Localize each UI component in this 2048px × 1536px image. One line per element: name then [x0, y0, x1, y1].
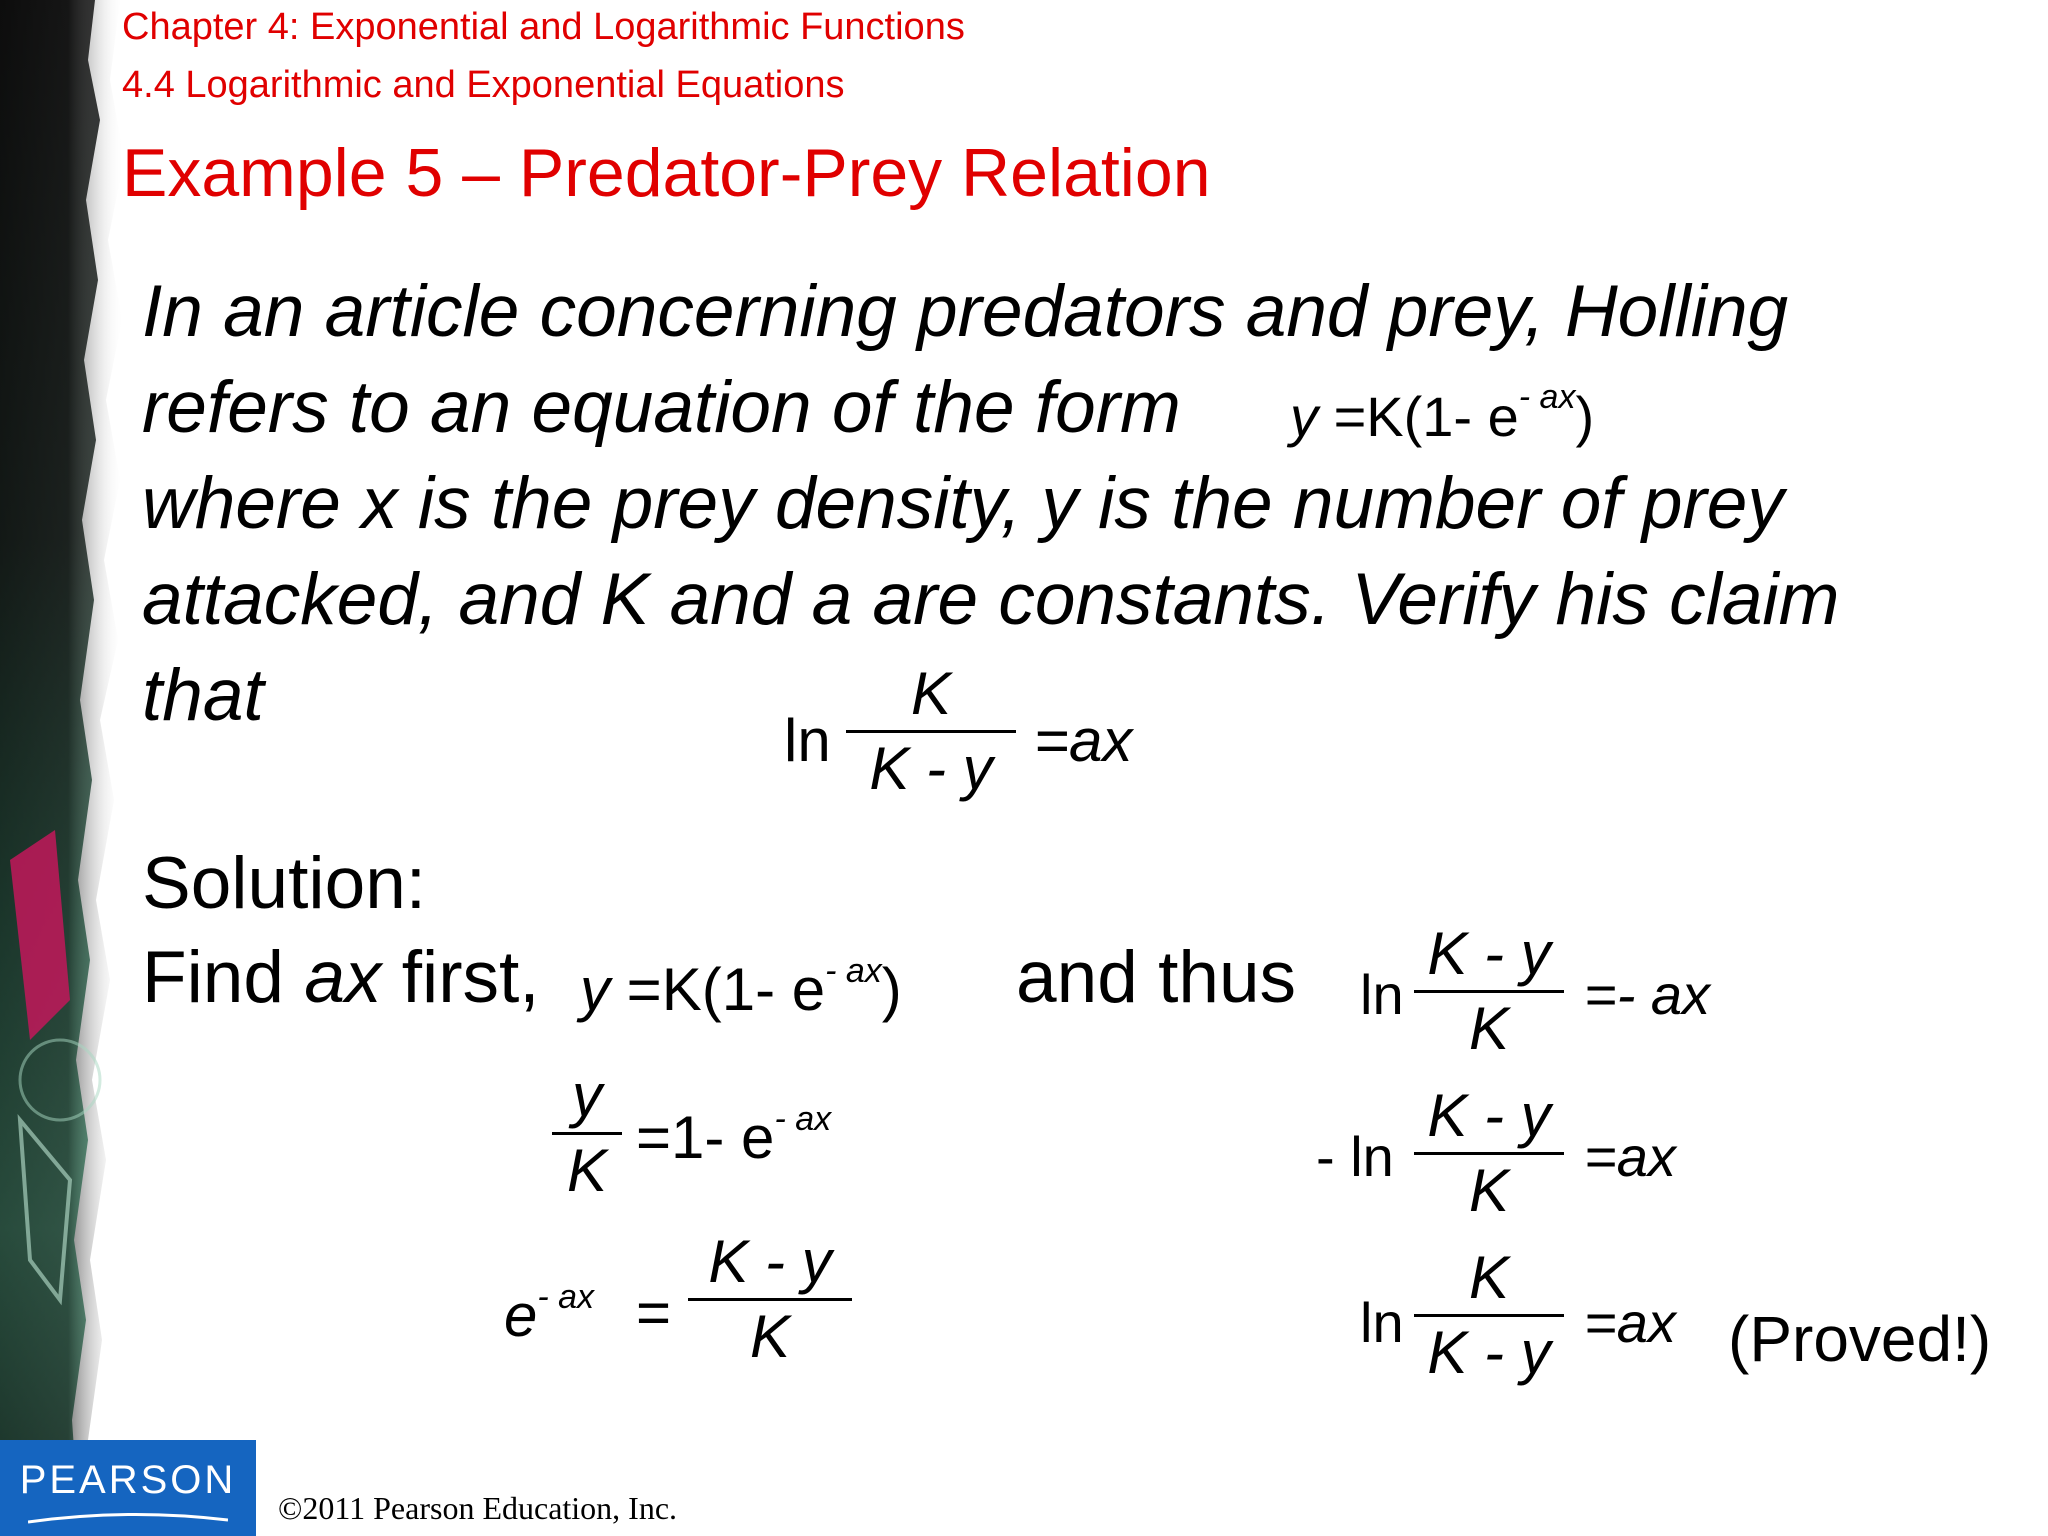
step2-numerator: K - y [708, 1228, 832, 1295]
step2-exponent: - ax [537, 1278, 595, 1316]
pearson-logo-text: PEARSON [19, 1458, 237, 1502]
claim-ln: ln [784, 707, 831, 774]
sol-y: y [580, 956, 610, 1023]
step4-fraction [1414, 1082, 1564, 1224]
step2-lhs [504, 1278, 594, 1350]
step4-numerator: K - y [1427, 1082, 1551, 1149]
step3-rhs: =- ax [1584, 963, 1711, 1026]
proved-label: (Proved!) [1728, 1303, 1992, 1375]
step5-ln: ln [1360, 1291, 1404, 1354]
step1-numerator: y [572, 1062, 602, 1129]
solution-label: Solution: [142, 843, 427, 924]
step5-fraction [1414, 1244, 1564, 1386]
solution-find-line [142, 936, 540, 1019]
eq-body: =K(1- e [1333, 385, 1519, 448]
sol-exponent: - ax [825, 952, 882, 990]
solution-equation [580, 952, 902, 1024]
claim-fraction [846, 660, 1016, 802]
copyright-notice [278, 1490, 677, 1527]
find-ax: ax [304, 937, 382, 1018]
problem-line-5: that [142, 655, 264, 736]
fraction-bar [688, 1298, 852, 1301]
slide-title: Example 5 – Predator-Prey Relation [122, 135, 1211, 211]
copyright-icon: © [278, 1490, 303, 1526]
holling-equation [1290, 378, 1594, 449]
decorative-left-border [0, 0, 160, 1536]
eq-close: ) [1575, 385, 1595, 448]
sol-body: =K(1- e [626, 956, 826, 1023]
step1-fraction [552, 1062, 622, 1204]
section-title: 4.4 Logarithmic and Exponential Equations [122, 64, 845, 106]
step2-denominator: K [749, 1303, 791, 1370]
step2-fraction [688, 1228, 852, 1370]
and-thus: and thus [1016, 937, 1297, 1018]
claim-rhs: =ax [1034, 707, 1133, 774]
step4-denominator: K [1468, 1157, 1510, 1224]
find-word: Find [142, 937, 285, 1018]
copyright-text: 2011 Pearson Education, Inc. [302, 1490, 678, 1526]
problem-line-2: refers to an equation of the form [142, 367, 1181, 448]
fraction-bar [552, 1132, 622, 1135]
step5-denominator: K - y [1427, 1319, 1551, 1386]
problem-line-4: attacked, and K and a are constants. Verify his claim [142, 559, 1840, 640]
fraction-bar [1414, 1152, 1564, 1155]
problem-line-1: In an article concerning predators and prey, Holling [142, 271, 1789, 352]
step2-e: e [504, 1282, 538, 1349]
fraction-bar [1414, 990, 1564, 993]
eq-y: y [1290, 385, 1318, 448]
step3-ln: ln [1360, 963, 1404, 1026]
step1-exponent: - ax [774, 1100, 832, 1138]
step3-numerator: K - y [1427, 920, 1551, 987]
step3-denominator: K [1468, 995, 1510, 1062]
fraction-bar [846, 730, 1016, 733]
find-first: first, [401, 937, 540, 1018]
pearson-logo [0, 1440, 256, 1536]
swoosh-icon [28, 1512, 228, 1526]
step1-denominator: K [566, 1137, 608, 1204]
step1-rhs-body: =1- e [636, 1104, 775, 1171]
problem-line-3: where x is the prey density, y is the number of prey [142, 463, 1784, 544]
chapter-title: Chapter 4: Exponential and Logarithmic Functions [122, 6, 965, 48]
step5-numerator: K [1468, 1244, 1510, 1311]
fraction-bar [1414, 1314, 1564, 1317]
claim-numerator: K [910, 660, 952, 727]
step4-neg-ln: - ln [1316, 1125, 1394, 1188]
step5-rhs: =ax [1584, 1291, 1676, 1354]
step2-eq: = [636, 1279, 672, 1346]
sol-close: ) [881, 956, 902, 1023]
step4-rhs: =ax [1584, 1125, 1676, 1188]
eq-exponent: - ax [1518, 378, 1576, 416]
step1-rhs [636, 1100, 831, 1172]
step3-fraction [1414, 920, 1564, 1062]
claim-denominator: K - y [869, 735, 993, 802]
